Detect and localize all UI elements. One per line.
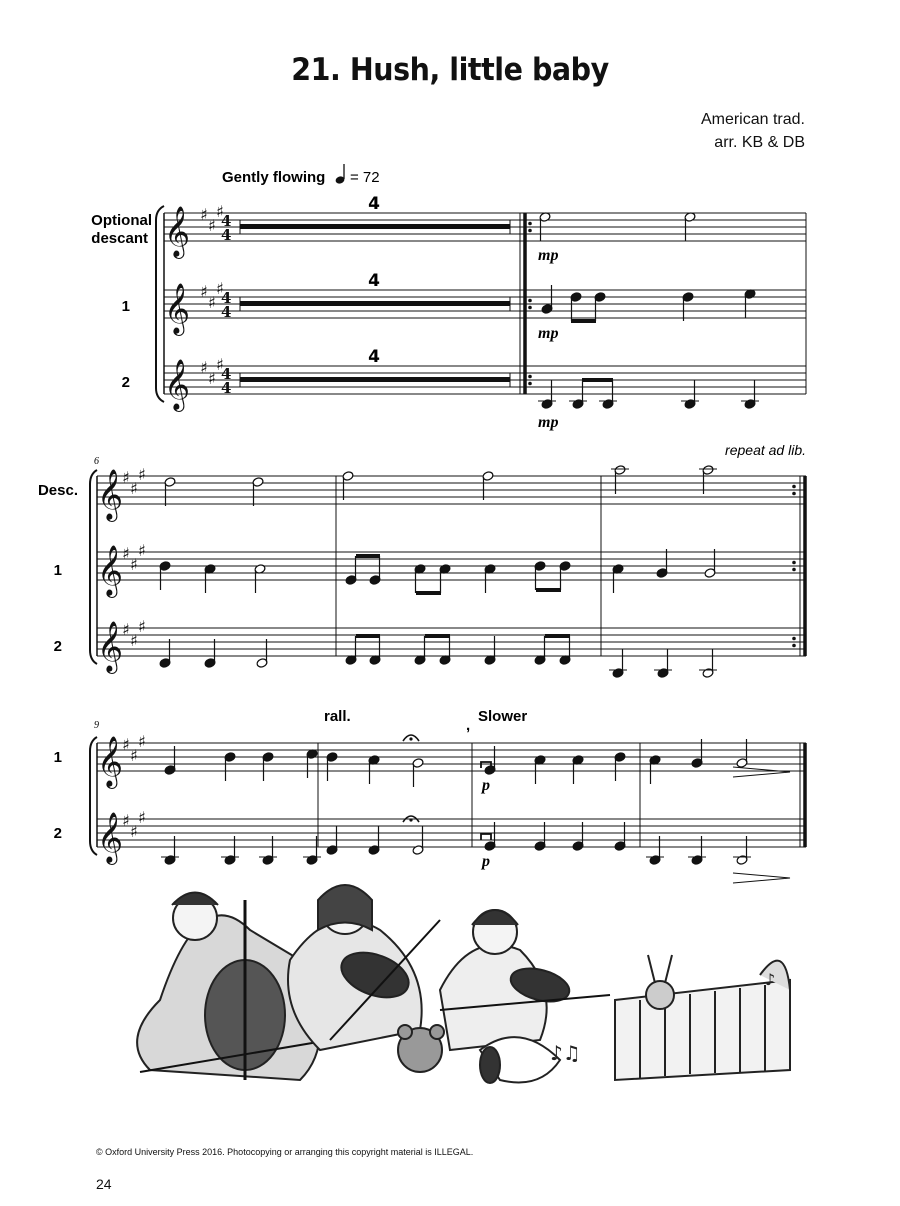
rest-count: 4 bbox=[368, 271, 380, 291]
sharp-icon: ♯ bbox=[208, 369, 216, 388]
repeat-instruction: repeat ad lib. bbox=[725, 442, 806, 458]
sharp-icon: ♯ bbox=[216, 202, 224, 221]
sharp-icon: ♯ bbox=[216, 279, 224, 298]
measure-number: 6 bbox=[94, 456, 99, 467]
sharp-icon: ♯ bbox=[130, 746, 138, 765]
multi-rest-bar bbox=[240, 377, 510, 382]
sharp-icon: ♯ bbox=[138, 465, 146, 484]
rall-marking: rall. bbox=[324, 708, 351, 725]
treble-clef-icon: 𝄞 bbox=[97, 545, 124, 596]
repeat-dot bbox=[528, 382, 532, 386]
repeat-dot bbox=[528, 375, 532, 379]
fermata-dot bbox=[409, 737, 412, 740]
repeat-dot bbox=[792, 561, 796, 565]
quarter-note-icon bbox=[335, 164, 346, 185]
sharp-icon: ♯ bbox=[122, 735, 130, 754]
repeat-dot bbox=[528, 299, 532, 303]
repeat-dot bbox=[528, 222, 532, 226]
piece-title: 21. Hush, little baby bbox=[291, 52, 609, 88]
dynamic-marking: mp bbox=[538, 414, 559, 431]
repeat-dot bbox=[528, 229, 532, 233]
sharp-icon: ♯ bbox=[122, 620, 130, 639]
rest-count: 4 bbox=[368, 347, 380, 367]
sharp-icon: ♯ bbox=[138, 617, 146, 636]
down-bow-icon bbox=[481, 834, 491, 840]
copyright-notice: © Oxford University Press 2016. Photocopying or arranging this copyright material is ILLEGAL. bbox=[96, 1147, 474, 1157]
part-label-violin1: 1 bbox=[53, 749, 62, 766]
part-label-violin1: 1 bbox=[53, 562, 62, 579]
multi-rest-bar bbox=[240, 301, 510, 306]
rest-count: 4 bbox=[368, 194, 380, 214]
children-playing-strings-illustration bbox=[137, 885, 790, 1083]
treble-clef-icon: 𝄞 bbox=[164, 206, 191, 257]
system-bracket bbox=[90, 470, 97, 664]
part-label-violin2: 2 bbox=[53, 825, 62, 842]
sharp-icon: ♯ bbox=[208, 293, 216, 312]
time-signature: 4 bbox=[221, 289, 232, 307]
repeat-dot bbox=[792, 637, 796, 641]
multi-rest-bar bbox=[240, 224, 510, 229]
arranger-credit: arr. KB & DB bbox=[714, 134, 805, 151]
sharp-icon: ♯ bbox=[200, 282, 208, 301]
dynamic-marking: p bbox=[482, 777, 490, 794]
sharp-icon: ♯ bbox=[200, 205, 208, 224]
time-signature: 4 bbox=[221, 303, 232, 321]
decrescendo-hairpin bbox=[733, 873, 790, 883]
svg-text:♪: ♪ bbox=[765, 970, 776, 989]
note-beam bbox=[545, 634, 570, 638]
decrescendo-hairpin bbox=[733, 767, 790, 777]
part-label-violin1: 1 bbox=[121, 298, 130, 315]
dynamic-marking: mp bbox=[538, 325, 559, 342]
part-label-violin2: 2 bbox=[53, 638, 62, 655]
note-beam bbox=[356, 554, 380, 558]
sharp-icon: ♯ bbox=[130, 631, 138, 650]
sharp-icon: ♯ bbox=[138, 541, 146, 560]
treble-clef-icon: 𝄞 bbox=[164, 359, 191, 410]
sharp-icon: ♯ bbox=[122, 468, 130, 487]
part-label-descant-line1: Optional bbox=[91, 212, 152, 229]
fermata-dot bbox=[409, 818, 412, 821]
system-bracket bbox=[90, 737, 97, 855]
note-beam bbox=[582, 378, 613, 382]
note-beam bbox=[425, 634, 450, 638]
sharp-icon: ♯ bbox=[130, 822, 138, 841]
sharp-icon: ♯ bbox=[138, 808, 146, 827]
time-signature: 4 bbox=[221, 226, 232, 244]
composer-origin: American trad. bbox=[700, 111, 805, 128]
repeat-dot bbox=[528, 306, 532, 310]
time-signature: 4 bbox=[221, 212, 232, 230]
part-label-descant-line2: descant bbox=[91, 230, 148, 247]
repeat-dot bbox=[792, 644, 796, 648]
page-number: 24 bbox=[96, 1176, 112, 1192]
note-beam bbox=[536, 588, 561, 592]
sharp-icon: ♯ bbox=[200, 358, 208, 377]
system-bracket bbox=[156, 206, 164, 402]
slower-marking: Slower bbox=[478, 708, 528, 725]
sharp-icon: ♯ bbox=[122, 811, 130, 830]
breath-mark: , bbox=[466, 717, 471, 734]
note-beam bbox=[416, 591, 441, 595]
tempo-marking: Gently flowing bbox=[222, 169, 326, 186]
measure-number: 9 bbox=[94, 720, 99, 731]
note-beam bbox=[571, 319, 596, 323]
treble-clef-icon: 𝄞 bbox=[97, 621, 124, 672]
sharp-icon: ♯ bbox=[138, 732, 146, 751]
sharp-icon: ♯ bbox=[216, 355, 224, 374]
treble-clef-icon: 𝄞 bbox=[97, 736, 124, 787]
sharp-icon: ♯ bbox=[130, 555, 138, 574]
sharp-icon: ♯ bbox=[122, 544, 130, 563]
part-label-desc-short: Desc. bbox=[37, 482, 78, 499]
part-label-violin2: 2 bbox=[121, 374, 130, 391]
tempo-bpm: = 72 bbox=[350, 169, 380, 186]
dynamic-marking: mp bbox=[538, 247, 559, 264]
treble-clef-icon: 𝄞 bbox=[164, 283, 191, 334]
repeat-dot bbox=[792, 568, 796, 572]
note-beam bbox=[356, 634, 380, 638]
sharp-icon: ♯ bbox=[130, 479, 138, 498]
treble-clef-icon: 𝄞 bbox=[97, 469, 124, 520]
sharp-icon: ♯ bbox=[208, 216, 216, 235]
repeat-dot bbox=[792, 485, 796, 489]
time-signature: 4 bbox=[221, 379, 232, 397]
time-signature: 4 bbox=[221, 365, 232, 383]
svg-text:♪♫: ♪♫ bbox=[550, 1041, 581, 1065]
treble-clef-icon: 𝄞 bbox=[97, 812, 124, 863]
notes bbox=[159, 212, 790, 883]
repeat-dot bbox=[792, 492, 796, 496]
dynamic-marking: p bbox=[482, 853, 490, 870]
